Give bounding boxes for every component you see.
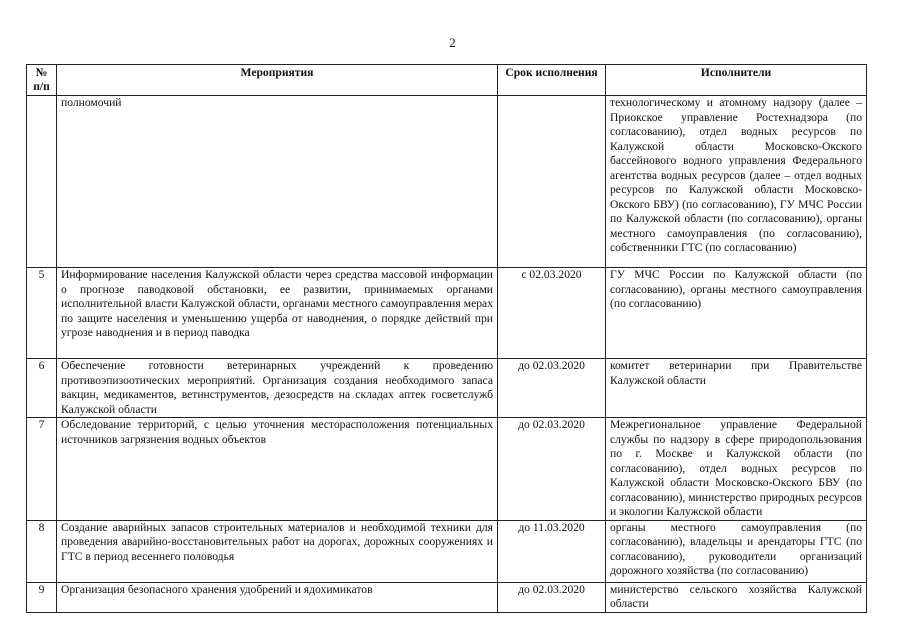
row-deadline: с 02.03.2020 bbox=[498, 268, 606, 359]
table-row bbox=[27, 520, 867, 582]
row-num: 9 bbox=[27, 582, 57, 612]
row-deadline bbox=[498, 96, 606, 268]
row-deadline: до 02.03.2020 bbox=[498, 582, 606, 612]
page-number: 2 bbox=[449, 35, 456, 50]
table-row bbox=[27, 418, 867, 521]
row-executors: Межрегиональное управление Федеральной службы по надзору в сфере природопользования по г. Москве и Калужской области (по согласованию), отдел водных ресурсов по Калужской области Московско-Окского БВУ (по согласованию), министерство природных ресурсов и экологии Калужской области bbox=[606, 418, 867, 521]
row-executors: комитет ветеринарии при Правительстве Калужской области bbox=[606, 359, 867, 418]
measures-table bbox=[26, 64, 867, 613]
row-deadline: до 11.03.2020 bbox=[498, 520, 606, 582]
row-deadline: до 02.03.2020 bbox=[498, 359, 606, 418]
row-executors: технологическому и атомному надзору (далее – Приокское управление Ростехнадзора (по согласованию), отдел водных ресурсов по Калужской области Московско-Окского бассейнового водного управления Федерального агентства водных ресурсов (далее – отдел водных ресурсов по Калужской области Московско-Окского БВУ) (по согласованию), ГУ МЧС России по Калужской области (по согласованию), органы местного самоуправления (по согласованию), собственники ГТС (по согласованию) bbox=[606, 96, 867, 268]
row-activity: Обеспечение готовности ветеринарных учреждений к проведению противоэпизоотических мероприятий. Организация создания необходимого запаса вакцин, медикаментов, ветинструментов, дезосредств на складах аптек госветслужб Калужской области bbox=[57, 359, 498, 418]
header-deadline: Срок исполнения bbox=[498, 65, 606, 96]
header-executors: Исполнители bbox=[606, 65, 867, 96]
table-row bbox=[27, 268, 867, 359]
row-executors: ГУ МЧС России по Калужской области (по согласованию), органы местного самоуправления (по согласованию) bbox=[606, 268, 867, 359]
row-activity: Обследование территорий, с целью уточнения месторасположения потенциальных источников загрязнения водных объектов bbox=[57, 418, 498, 521]
row-deadline: до 02.03.2020 bbox=[498, 418, 606, 521]
row-executors: органы местного самоуправления (по согласованию), владельцы и арендаторы ГТС (по согласованию), руководители организаций дорожного хозяйства (по согласованию) bbox=[606, 520, 867, 582]
row-activity: Информирование населения Калужской области через средства массовой информации о прогнозе паводковой обстановки, ее развитии, принимаемых органами исполнительной власти Калужской области, органами местного самоуправления мерах по защите населения и уменьшению ущерба от наводнения, о порядке действий при угрозе наводнения и в период паводка bbox=[57, 268, 498, 359]
row-num bbox=[27, 96, 57, 268]
row-activity: Создание аварийных запасов строительных материалов и необходимой техники для проведения аварийно-восстановительных работ на дорогах, дорожных сооружениях и ГТС в период весеннего половодья bbox=[57, 520, 498, 582]
table-row bbox=[27, 359, 867, 418]
row-activity: полномочий bbox=[57, 96, 498, 268]
table-row bbox=[27, 582, 867, 612]
table-header-row bbox=[27, 65, 867, 96]
row-num: 8 bbox=[27, 520, 57, 582]
row-num: 6 bbox=[27, 359, 57, 418]
table-row bbox=[27, 96, 867, 268]
row-num: 7 bbox=[27, 418, 57, 521]
row-num: 5 bbox=[27, 268, 57, 359]
row-executors: министерство сельского хозяйства Калужской области bbox=[606, 582, 867, 612]
row-activity: Организация безопасного хранения удобрений и ядохимикатов bbox=[57, 582, 498, 612]
header-num: № п/п bbox=[27, 65, 57, 96]
header-activity: Мероприятия bbox=[57, 65, 498, 96]
